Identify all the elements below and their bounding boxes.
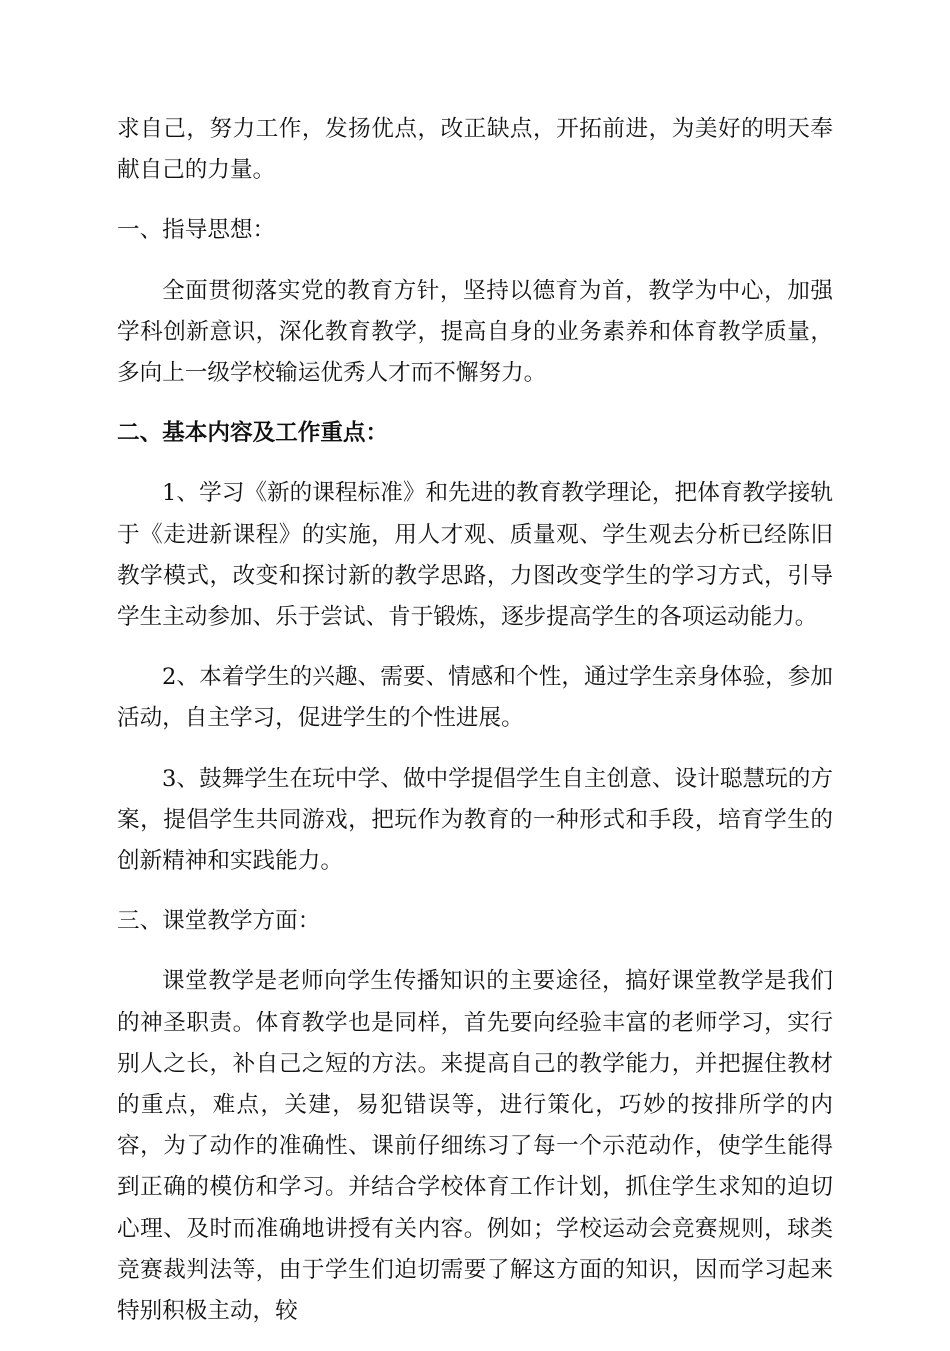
paragraph-classroom-teaching: 课堂教学是老师向学生传播知识的主要途径，搞好课堂教学是我们的神圣职责。体育教学也是同样，首先要向经验丰富的老师学习，实行别人之长，补自己之短的方法。来提高自己的教学能力，并把握住教材的重点，难点，关建，易犯错误等，进行策化，巧妙的按排所学的内容，为了动作的准确性、课前仔细练习了每一个示范动作，使学生能得到正确的模仿和学习。并结合学校体育工作计划，抓住学生求知的迫切心理、及时而准确地讲授有关内容。例如；学校运动会竞赛规则，球类竞赛裁判法等，由于学生们迫切需要了解这方面的知识，因而学习起来特别积极主动，较 [117,968,833,1325]
heading-guiding-ideology: 一、指导思想： [117,217,276,244]
paragraph-intro-continuation: 求自己，努力工作，发扬优点，改正缺点，开拓前进，为美好的明天奉献自己的力量。 [117,116,833,184]
heading-basic-content: 二、基本内容及工作重点： [117,420,389,447]
paragraph-point-1: 1、学习《新的课程标准》和先进的教育教学理论，把体育教学接轨于《走进新课程》的实施，用人才观、质量观、学生观去分析已经陈旧教学模式，改变和探讨新的教学思路，力图改变学生的学习方式，引导学生主动参加、乐于尝试、肯于锻炼，逐步提高学生的各项运动能力。 [117,480,833,631]
heading-classroom-teaching: 三、课堂教学方面： [117,908,321,935]
document-body [117,109,833,1351]
paragraph-point-3: 3、鼓舞学生在玩中学、做中学提倡学生自主创意、设计聪慧玩的方案，提倡学生共同游戏，把玩作为教育的一种形式和手段，培育学生的创新精神和实践能力。 [117,765,833,875]
paragraph-guiding-ideology: 全面贯彻落实党的教育方针，坚持以德育为首，教学为中心，加强学科创新意识，深化教育教学，提高自身的业务素养和体育教学质量，多向上一级学校输运优秀人才而不懈努力。 [117,277,833,387]
paragraph-point-2: 2、本着学生的兴趣、需要、情感和个性，通过学生亲身体验，参加活动，自主学习，促进学生的个性进展。 [117,664,833,732]
